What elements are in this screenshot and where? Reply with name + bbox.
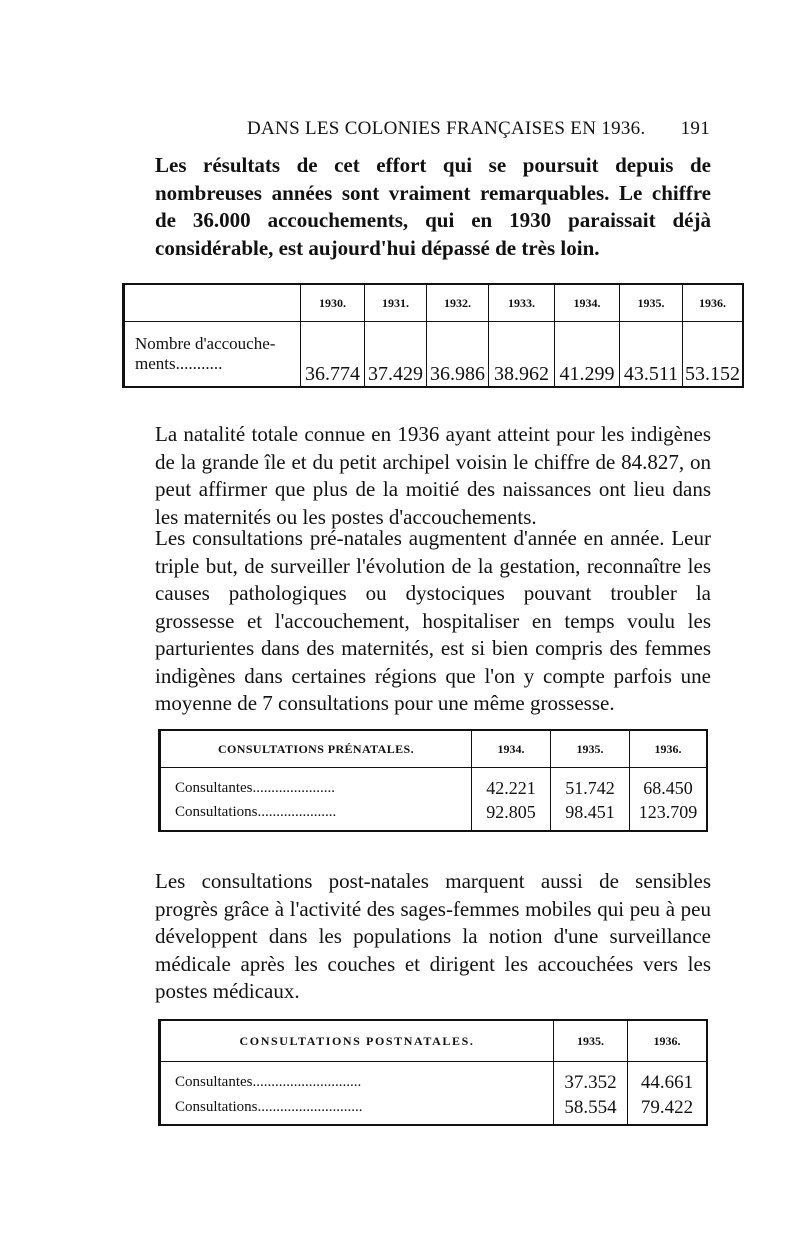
row-label: Consultantes...................... bbox=[175, 780, 335, 796]
table-cell: 36.774 bbox=[301, 322, 365, 388]
table-cell: 42.221 bbox=[486, 778, 536, 798]
table-cell: 51.742 bbox=[565, 778, 615, 798]
paragraph-natality: La natalité totale connue en 1936 ayant atteint pour les indigènes de la grande île et du petit archipel voisin le chiffre de 84.827, on peut affirmer que plus de la moitié des naissances ont lieu dans les maternités ou les postes d'accouchements. bbox=[155, 422, 711, 529]
year-header: 1934. bbox=[555, 284, 620, 322]
row-label: Consultantes............................. bbox=[175, 1074, 362, 1090]
year-header: 1936. bbox=[628, 1020, 708, 1062]
deliveries-table bbox=[122, 283, 744, 388]
table-row bbox=[160, 1062, 708, 1126]
table-row bbox=[160, 768, 708, 832]
year-column bbox=[554, 1062, 628, 1126]
postnatal-table bbox=[158, 1019, 708, 1126]
year-column bbox=[630, 768, 708, 832]
table-cell: 36.986 bbox=[427, 322, 489, 388]
row-labels bbox=[160, 768, 472, 832]
row-label: Consultations............................ bbox=[175, 1099, 363, 1115]
table-title: CONSULTATIONS POSTNATALES. bbox=[160, 1020, 554, 1062]
table-corner-cell bbox=[124, 284, 301, 322]
row-label-line-2: ments........... bbox=[135, 354, 223, 373]
year-header: 1936. bbox=[683, 284, 744, 322]
paragraph-postnatal: Les consultations post-natales marquent aussi de sensibles progrès grâce à l'activité des sages-femmes mobiles qui peu à peu développent dans les populations la notion d'une surveillance médicale après les couches et dirigent les accouchées vers les postes médicaux. bbox=[155, 869, 711, 1003]
year-header: 1933. bbox=[489, 284, 555, 322]
row-label: Consultations..................... bbox=[175, 804, 337, 820]
table-header-row bbox=[124, 284, 744, 322]
year-header: 1935. bbox=[620, 284, 683, 322]
running-title: DANS LES COLONIES FRANÇAISES EN 1936. bbox=[247, 118, 646, 139]
year-header: 1931. bbox=[365, 284, 427, 322]
year-header: 1935. bbox=[554, 1020, 628, 1062]
table-cell: 41.299 bbox=[555, 322, 620, 388]
row-label-line-1: Nombre d'accouche- bbox=[135, 334, 276, 353]
table-title: CONSULTATIONS PRÉNATALES. bbox=[160, 730, 472, 768]
table-cell: 44.661 bbox=[640, 1072, 694, 1093]
table-cell: 43.511 bbox=[620, 322, 683, 388]
table-cell: 58.554 bbox=[564, 1097, 617, 1118]
paragraph-results: Les résultats de cet effort qui se poursuit depuis de nombreuses années sont vraiment remarquables. Le chiffre de 36.000 accouchements, qui en 1930 paraissait déjà considérable, est aujourd'hui dépassé de très loin. bbox=[155, 153, 711, 260]
year-header: 1936. bbox=[630, 730, 708, 768]
year-column bbox=[628, 1062, 708, 1126]
prenatal-table bbox=[158, 729, 708, 832]
year-header: 1930. bbox=[301, 284, 365, 322]
year-column bbox=[551, 768, 630, 832]
year-header: 1935. bbox=[551, 730, 630, 768]
page-number: 191 bbox=[680, 118, 710, 139]
table-cell: 37.352 bbox=[564, 1072, 617, 1093]
table-cell: 37.429 bbox=[365, 322, 427, 388]
table-cell: 38.962 bbox=[489, 322, 555, 388]
year-header: 1934. bbox=[472, 730, 551, 768]
row-labels bbox=[160, 1062, 554, 1126]
table-cell: 68.450 bbox=[643, 778, 693, 798]
table-cell: 98.451 bbox=[565, 802, 615, 822]
row-label bbox=[124, 322, 301, 388]
table-cell: 79.422 bbox=[640, 1097, 694, 1118]
year-header: 1932. bbox=[427, 284, 489, 322]
paragraph-prenatal: Les consultations pré-natales augmentent d'année en année. Leur triple but, de surveiller l'évolution de la gestation, reconnaître les causes pathologiques ou dystociques pouvant troubler la grossesse et l'accouchement, hospitaliser en temps voulu les parturientes dans des maternités, est si bien compris des femmes indigènes dans certaines régions que l'on y compte parfois une moyenne de 7 consultations pour une même grossesse. bbox=[155, 526, 711, 715]
year-column bbox=[472, 768, 551, 832]
table-cell: 92.805 bbox=[486, 802, 536, 822]
table-cell: 123.709 bbox=[638, 802, 698, 822]
table-header-row bbox=[160, 1020, 708, 1062]
table-row bbox=[124, 322, 744, 388]
table-header-row bbox=[160, 730, 708, 768]
table-cell: 53.152 bbox=[683, 322, 744, 388]
